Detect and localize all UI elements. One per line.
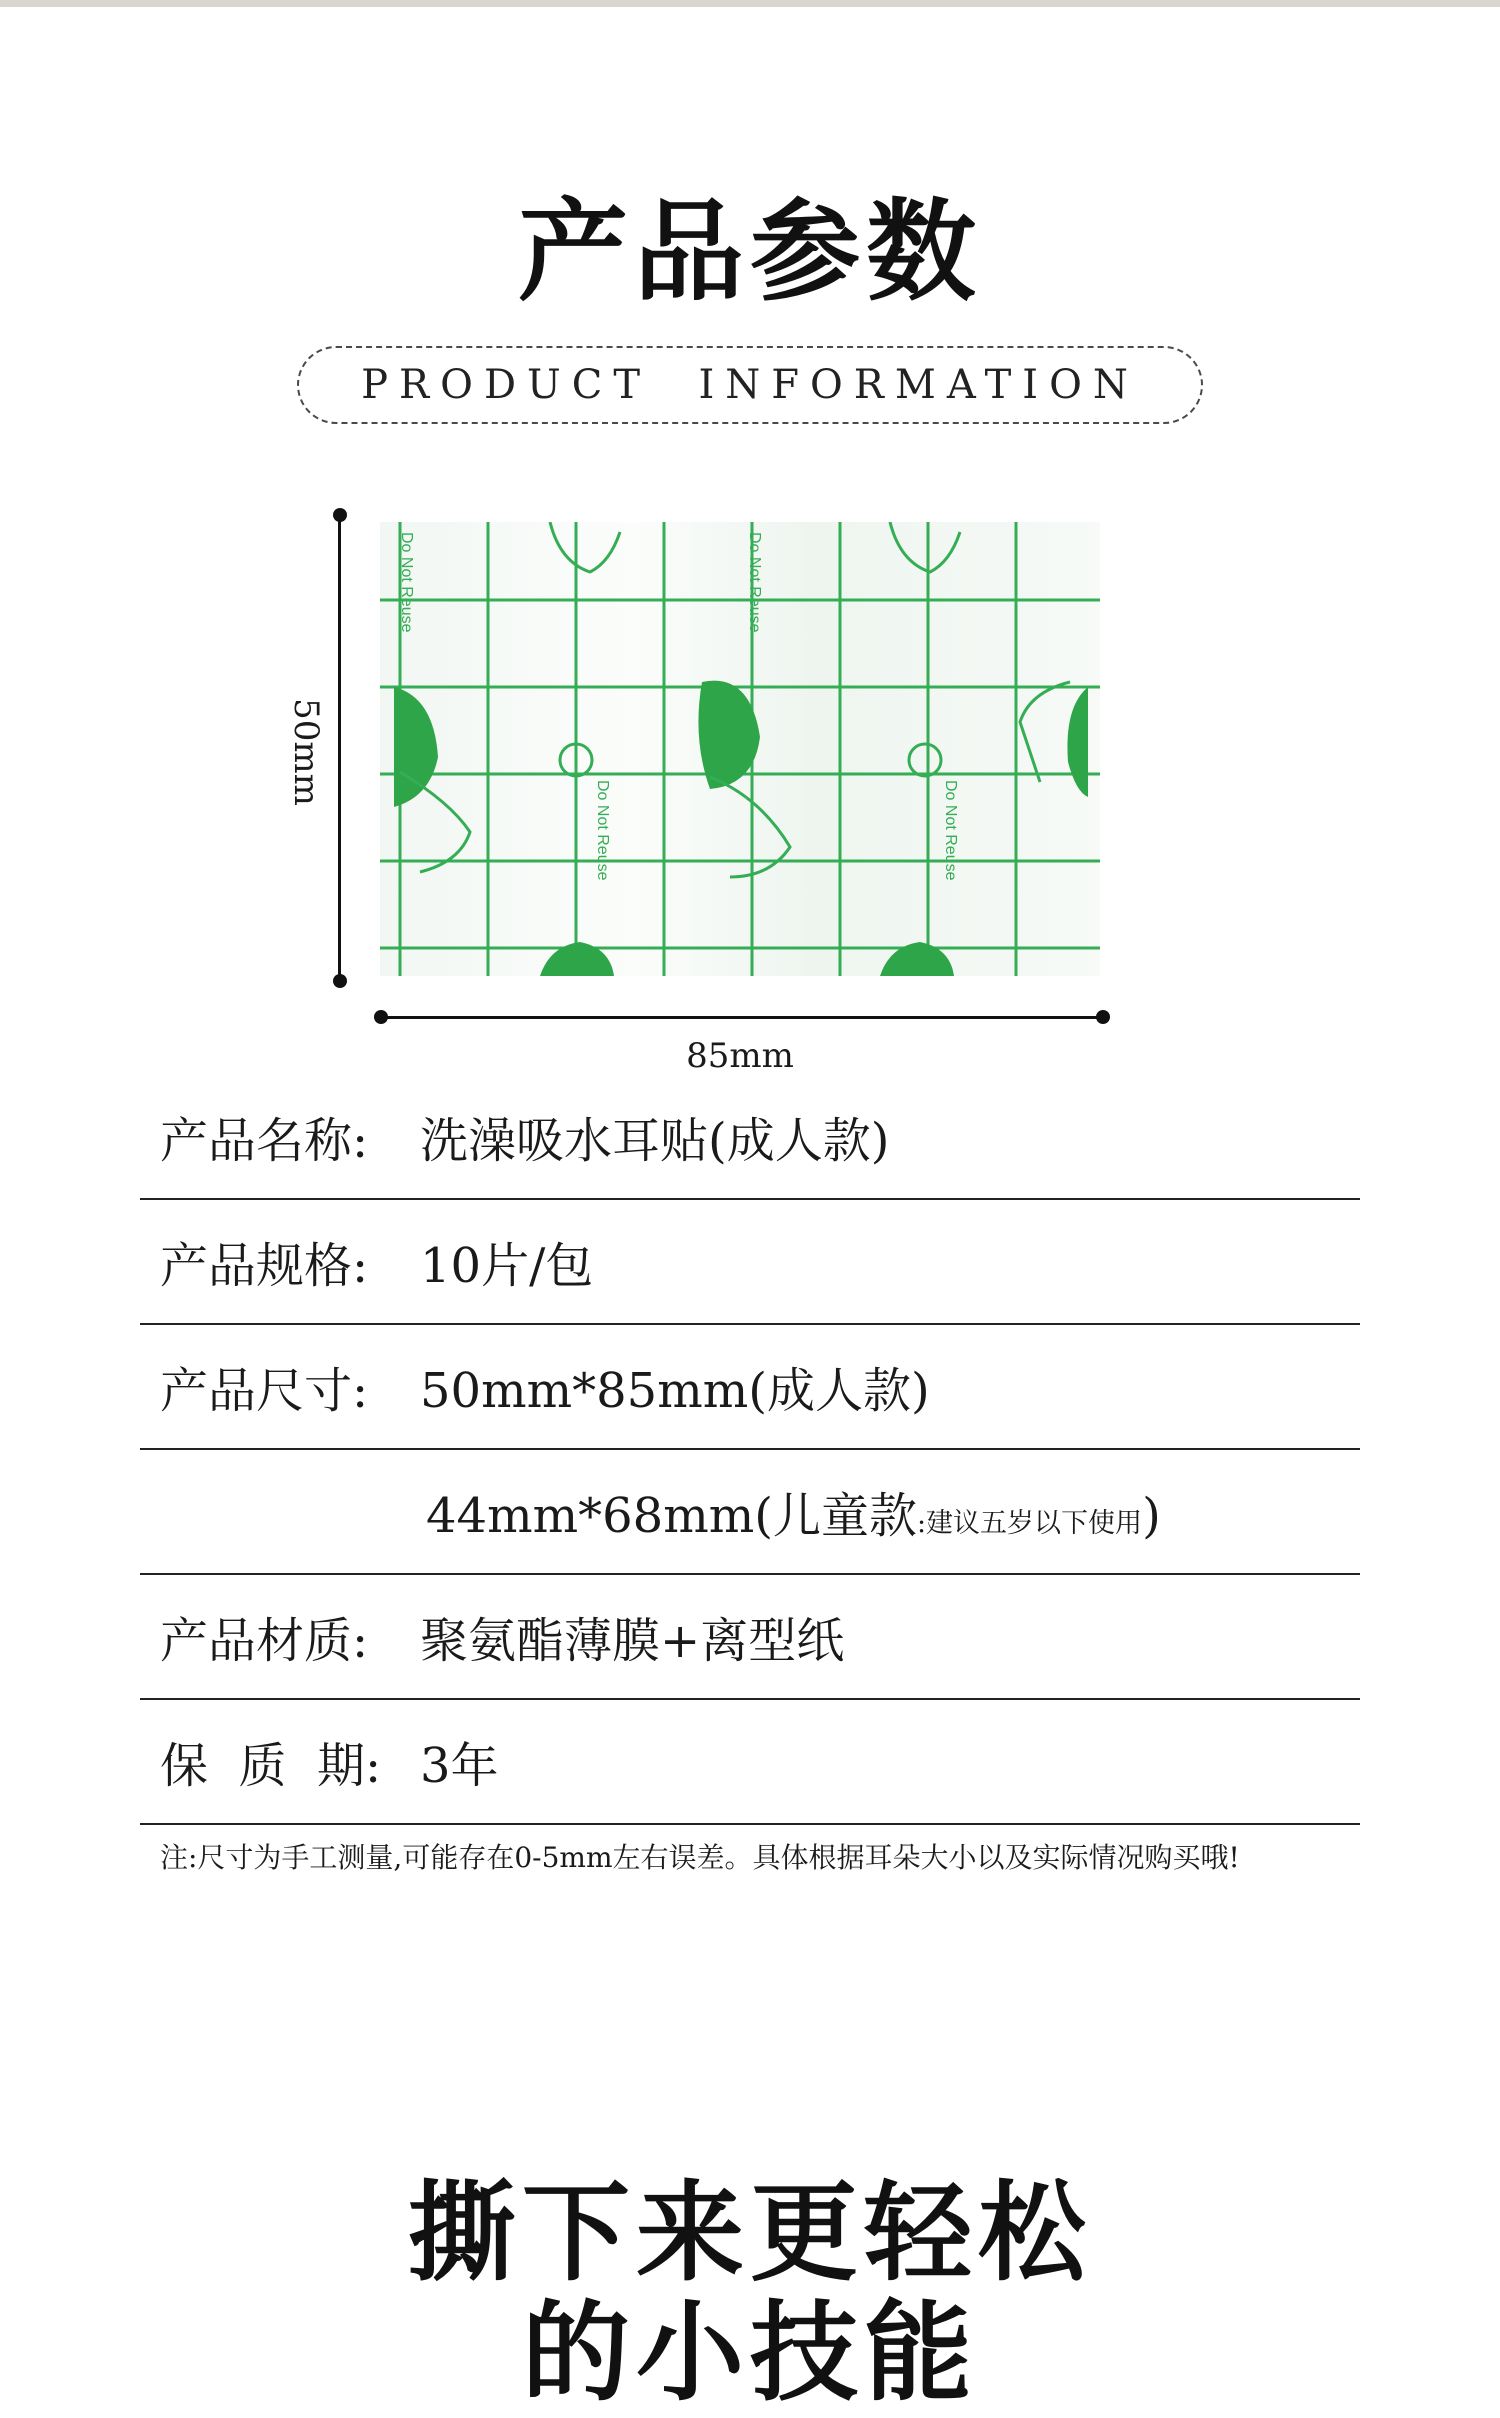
spec-label: 保 质 期:	[160, 1738, 382, 1794]
patch-print-label: Do Not Reuse	[594, 780, 611, 881]
width-dimension-line	[381, 1016, 1103, 1019]
spec-value-end: )	[1142, 1488, 1161, 1544]
patch-print-label: Do Not Reuse	[746, 532, 763, 633]
section-title: 撕下来更轻松	[407, 2170, 1092, 2296]
width-dimension-right-dot	[1096, 1010, 1110, 1024]
patch-print-label: Do Not Reuse	[942, 780, 959, 881]
width-dimension-left-dot	[374, 1010, 388, 1024]
height-dimension-line	[338, 515, 341, 981]
page-title: 产品参数	[518, 187, 982, 316]
spec-value: 10片/包	[420, 1238, 594, 1294]
size-note: 注:尺寸为手工测量,可能存在0-5mm左右误差。具体根据耳朵大小以及实际情况购买哦!	[160, 1841, 1240, 1874]
spec-value: 3年	[420, 1738, 499, 1794]
spec-label: 产品名称:	[160, 1113, 369, 1169]
height-dimension-top-dot	[333, 508, 347, 522]
spec-value	[420, 1477, 1161, 1546]
spec-value: 洗澡吸水耳贴(成人款)	[420, 1113, 890, 1169]
ear-patch-photo	[380, 522, 1100, 976]
spec-row-shelf-life	[140, 1700, 1360, 1825]
top-divider-bar	[0, 0, 1500, 7]
patch-print-label: Do Not Reuse	[398, 532, 415, 633]
spec-value-main: 44mm*68mm(儿童款	[426, 1488, 917, 1544]
spec-label: 产品材质:	[160, 1613, 369, 1669]
height-dimension-label: 50mm	[286, 698, 326, 806]
page-subtitle-badge: PRODUCT INFORMATION	[297, 346, 1203, 424]
spec-value: 50mm*85mm(成人款)	[420, 1363, 930, 1419]
spec-row-size-child	[140, 1450, 1360, 1575]
spec-label: 产品尺寸:	[160, 1363, 369, 1419]
section-title-line2: 的小技能	[521, 2290, 978, 2416]
spec-row-material	[140, 1575, 1360, 1700]
width-dimension-label: 85mm	[686, 1036, 794, 1076]
spec-value-note: :建议五岁以下使用	[916, 1508, 1143, 1539]
spec-row-spec	[140, 1200, 1360, 1325]
spec-value: 聚氨酯薄膜+离型纸	[420, 1613, 845, 1669]
spec-row-size-adult	[140, 1325, 1360, 1450]
spec-row-name	[140, 1075, 1360, 1200]
spec-table	[140, 1075, 1360, 1825]
spec-label: 产品规格:	[160, 1238, 369, 1294]
height-dimension-bottom-dot	[333, 974, 347, 988]
